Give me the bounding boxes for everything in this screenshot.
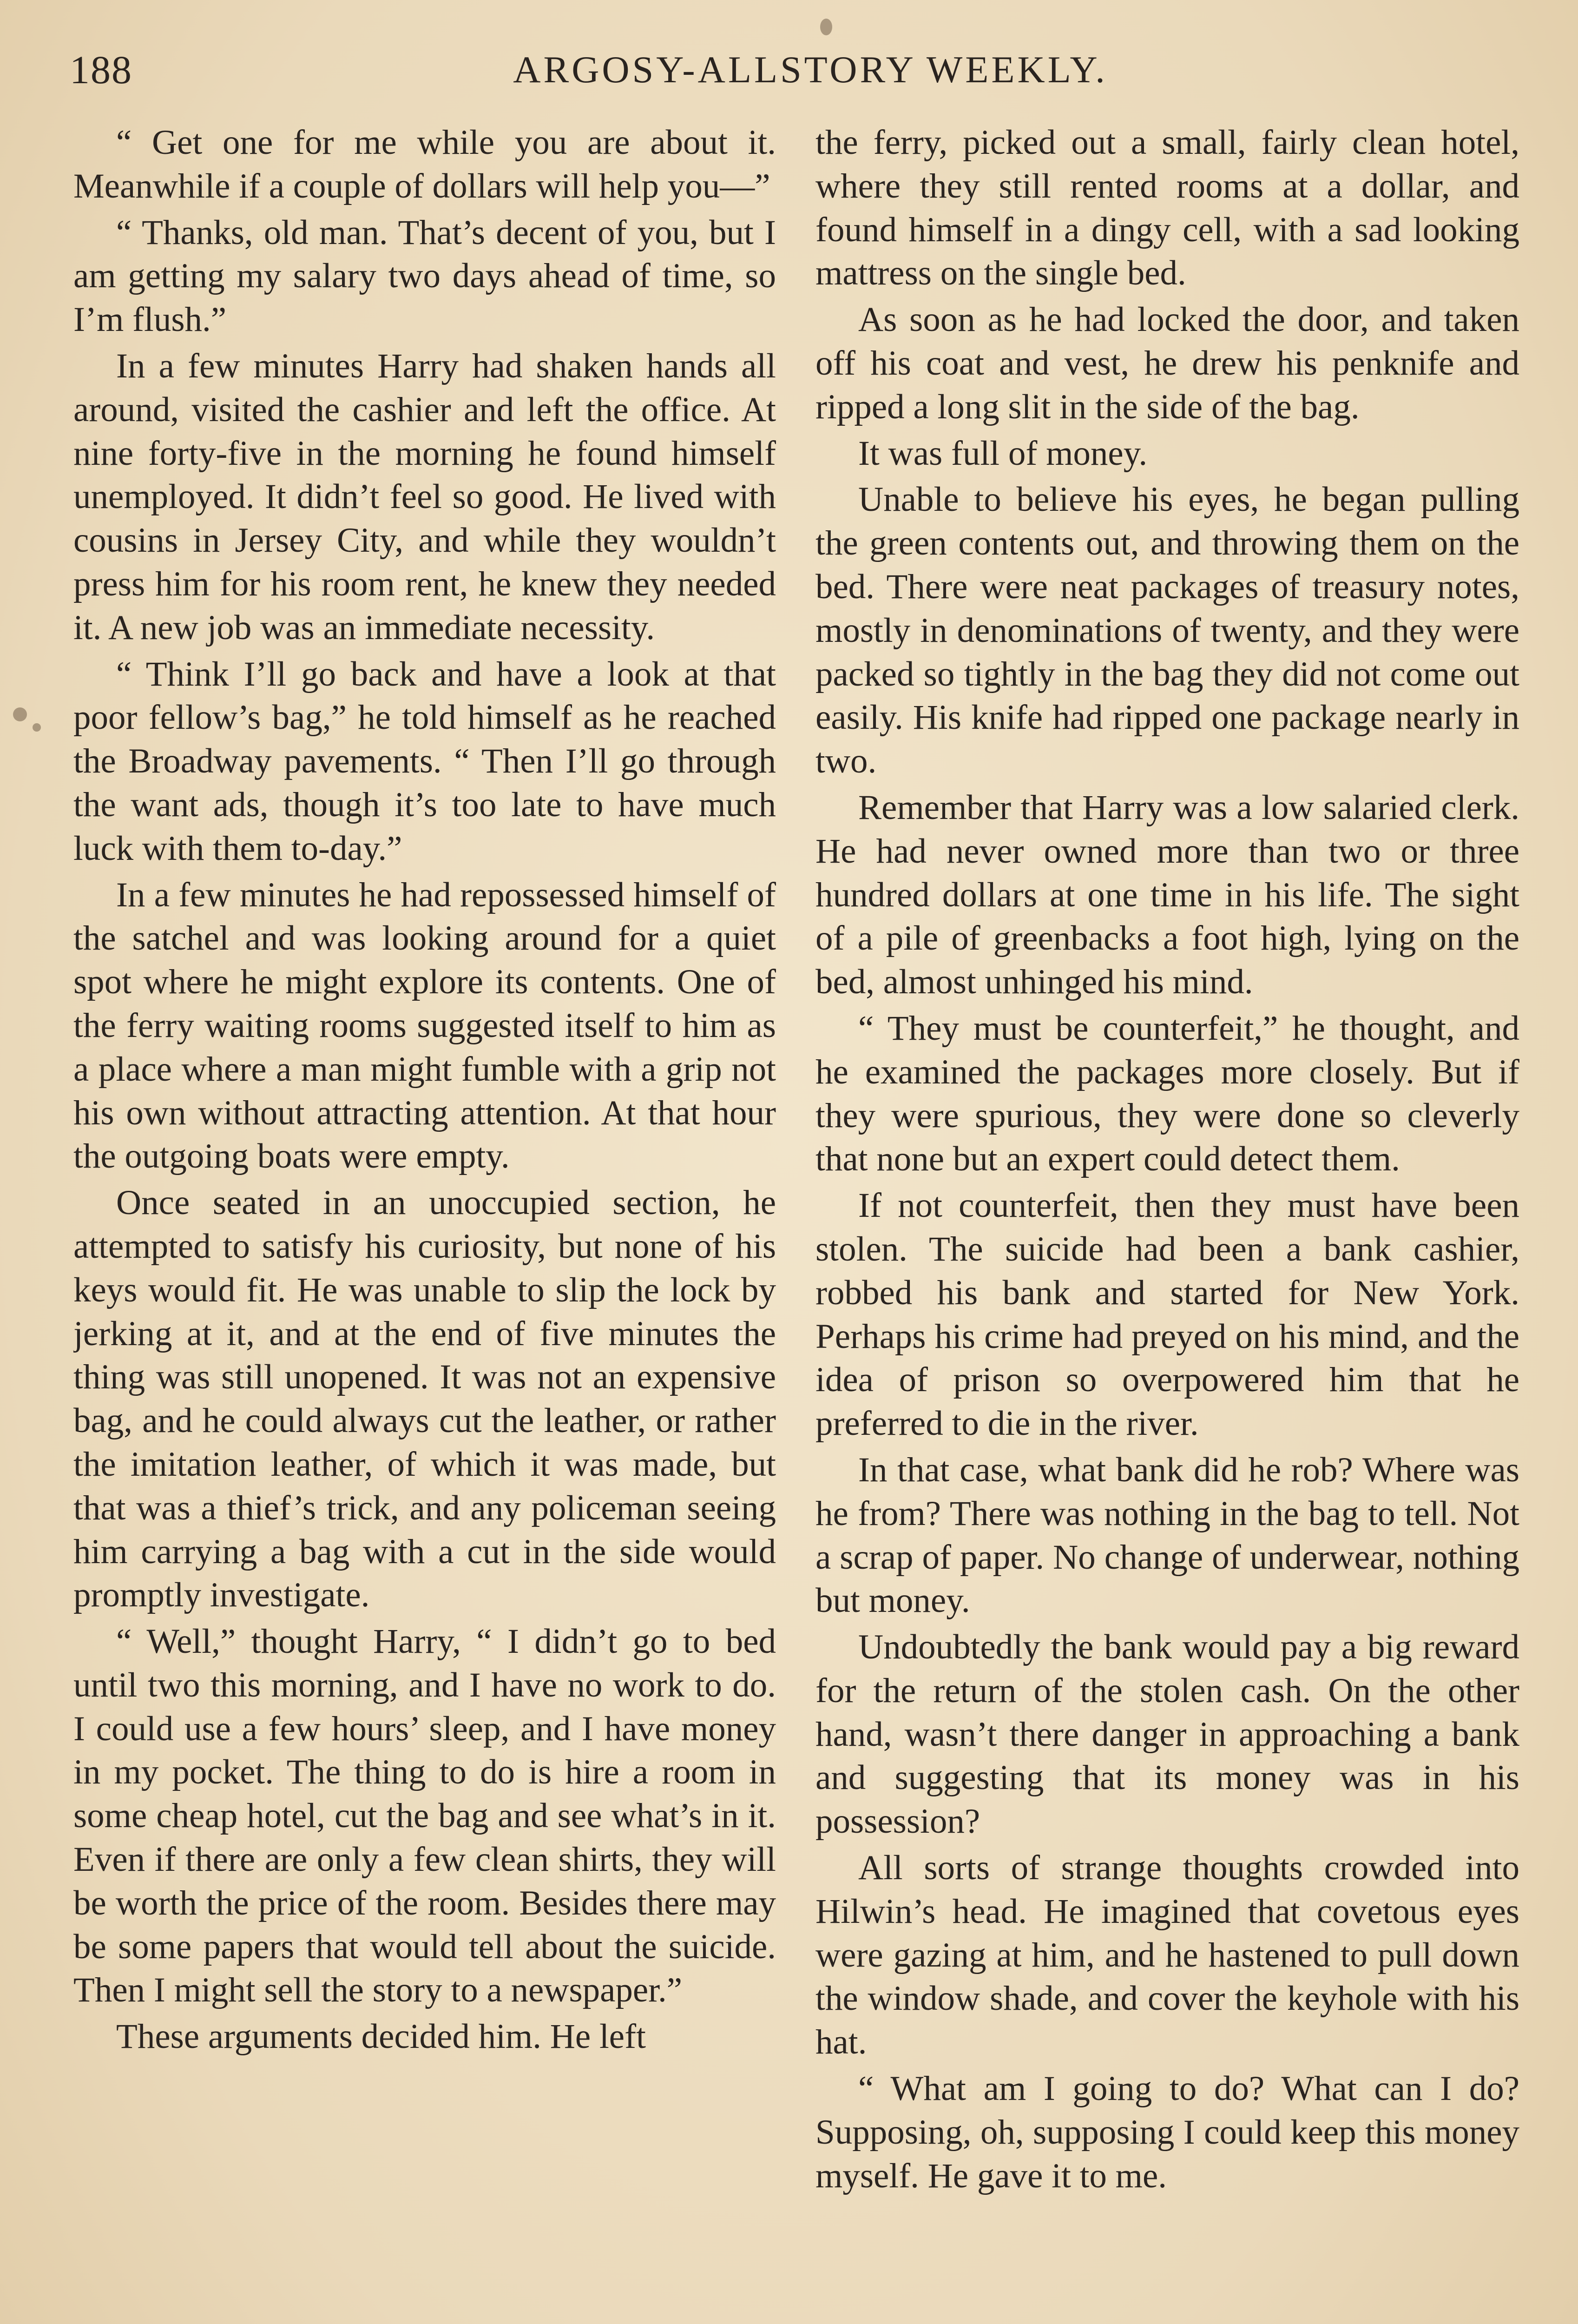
paragraph: As soon as he had locked the door, and taken off his coat and vest, he drew his penknife and ripped a long slit in the side of the bag. bbox=[815, 300, 1519, 426]
paragraph: “ Get one for me while you are about it. Meanwhile if a couple of dollars will help you—” bbox=[73, 123, 776, 205]
left-text-column bbox=[73, 121, 776, 2324]
paragraph: “ Think I’ll go back and have a look at that poor fellow’s bag,” he told himself as he reached the Broadway pavements. “ Then I’ll go through the want ads, though it’s too late to have much luck with them to-day.” bbox=[73, 654, 776, 868]
paragraph: All sorts of strange thoughts crowded into Hilwin’s head. He imagined that covetous eyes were gazing at him, and he hastened to pull down the window shade, and cover the keyhole with his hat. bbox=[815, 1849, 1519, 2062]
ink-spot bbox=[33, 723, 41, 732]
page-number: 188 bbox=[70, 47, 132, 92]
paragraph: Remember that Harry was a low salaried clerk. He had never owned more than two or three hundred dollars at one time in his life. The sight of a pile of greenbacks a foot high, lying on the bed, almost unhinged his mind. bbox=[815, 788, 1519, 1002]
right-text-column bbox=[815, 121, 1519, 2324]
paragraph: If not counterfeit, then they must have been stolen. The suicide had been a bank cashier, robbed his bank and started for New York. Perhaps his crime had preyed on his mind, and the idea of prison so overpowered him that he preferred to die in the river. bbox=[815, 1186, 1519, 1443]
paragraph: the ferry, picked out a small, fairly clean hotel, where they still rented rooms at a dollar, and found himself in a dingy cell, with a sad looking mattress on the single bed. bbox=[815, 123, 1519, 293]
paragraph: In a few minutes Harry had shaken hands all around, visited the cashier and left the office. At nine forty-five in the morning he found himself unemployed. It didn’t feel so good. He lived with cousins in Jersey City, and while they wouldn’t press him for his room rent, he knew they needed it. A new job was an immediate necessity. bbox=[73, 346, 776, 647]
paragraph: “ Thanks, old man. That’s decent of you, but I am getting my salary two days ahead of time, so I’m flush.” bbox=[73, 213, 776, 339]
paragraph: Unable to believe his eyes, he began pulling the green contents out, and throwing them on the bed. There were neat packages of treasury notes, mostly in denominations of twenty, and they were packed so tightly in the bag they did not come out easily. His knife had ripped one package nearly in two. bbox=[815, 480, 1519, 781]
paragraph: Once seated in an unoccupied section, he attempted to satisfy his curiosity, but none of his keys would fit. He was unable to slip the lock by jerking at it, and at the end of five minutes the thing was still unopened. It was not an expensive bag, and he could always cut the leather, or rather the imitation leather, of which it was made, but that was a thief’s trick, and any policeman seeing him carrying a bag with a cut in the side would promptly investigate. bbox=[73, 1183, 776, 1615]
paragraph: It was full of money. bbox=[858, 434, 1148, 473]
page-header bbox=[70, 40, 1523, 100]
ink-spot bbox=[820, 19, 832, 35]
paragraph: “ Well,” thought Harry, “ I didn’t go to bed until two this morning, and I have no work to do. I could use a few hours’ sleep, and I have money in my pocket. The thing to do is hire a room in some cheap hotel, cut the bag and see what’s in it. Even if there are only a few clean shirts, they will be worth the price of the room. Besides there may be some papers that would tell about the suicide. Then I might sell the story to a newspaper.” bbox=[73, 1622, 776, 2010]
paragraph: In that case, what bank did he rob? Where was he from? There was nothing in the bag to tell. Not a scrap of paper. No change of underwear, nothing but money. bbox=[815, 1450, 1519, 1620]
paragraph: These arguments decided him. He left bbox=[116, 2017, 646, 2056]
paragraph: In a few minutes he had repossessed himself of the satchel and was looking around for a quiet spot where he might explore its contents. One of the ferry waiting rooms suggested itself to him as a place where a man might fumble with a grip not his own without attracting attention. At that hour the outgoing boats were empty. bbox=[73, 875, 776, 1176]
paragraph: “ They must be counterfeit,” he thought, and he examined the packages more closely. But if they were spurious, they were done so cleverly that none but an expert could detect them. bbox=[815, 1009, 1519, 1179]
running-title: ARGOSY-ALLSTORY WEEKLY. bbox=[513, 48, 1108, 91]
ink-spot bbox=[13, 707, 27, 721]
paragraph: Undoubtedly the bank would pay a big reward for the return of the stolen cash. On the other hand, wasn’t there danger in approaching a bank and suggesting that its money was in his possession? bbox=[815, 1628, 1519, 1841]
paragraph: “ What am I going to do? What can I do? Supposing, oh, supposing I could keep this money myself. He gave it to me. bbox=[815, 2069, 1519, 2195]
